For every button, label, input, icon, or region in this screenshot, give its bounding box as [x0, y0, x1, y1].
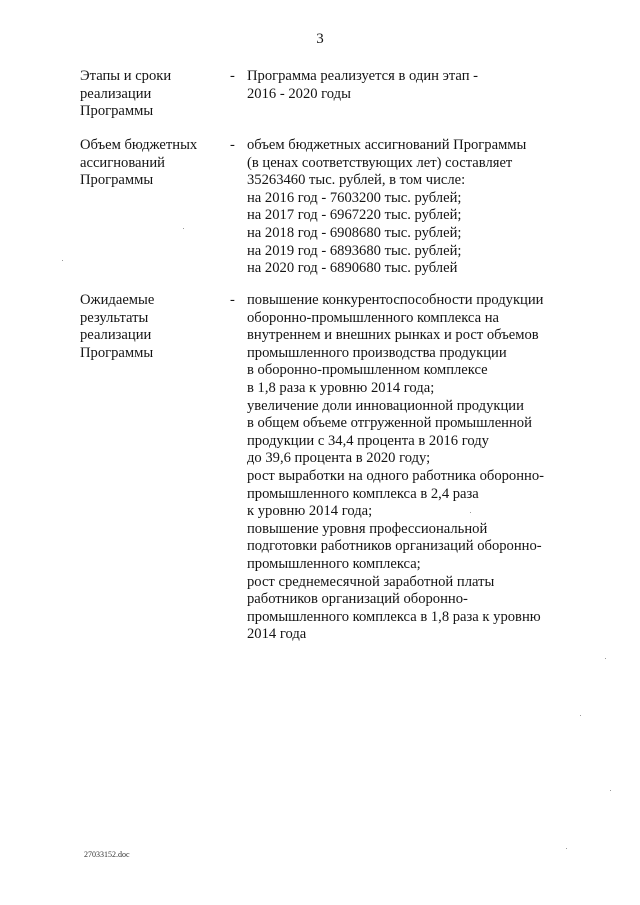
- scan-speck: [566, 848, 567, 849]
- content-line: внутреннем и внешних рынках и рост объемов: [247, 327, 539, 344]
- content-line: рост выработки на одного работника оборонно-: [247, 467, 544, 484]
- content-line: объем бюджетных ассигнований Программы: [247, 137, 527, 153]
- content-line: 2016 - 2020 годы: [247, 85, 351, 102]
- label-line: Программы: [80, 103, 154, 120]
- row-content: [247, 292, 577, 644]
- content-line: 35263460 тыс. рублей, в том числе:: [247, 172, 466, 189]
- content-line: рост среднемесячной заработной платы: [247, 573, 495, 590]
- content-line: Программа реализуется в один этап -: [247, 68, 479, 84]
- scan-speck: [62, 260, 63, 261]
- content-line: до 39,6 процента в 2020 году;: [247, 450, 431, 467]
- label-line: Ожидаемые: [80, 292, 155, 308]
- content-line: промышленного комплекса в 2,4 раза: [247, 485, 479, 502]
- scan-speck: [605, 658, 606, 659]
- row-dash: -: [230, 292, 235, 308]
- content-line: оборонно-промышленного комплекса на: [247, 309, 500, 326]
- row-dash: -: [230, 137, 235, 153]
- label-line: ассигнований: [80, 154, 165, 171]
- row-label: [80, 68, 220, 121]
- content-line: на 2016 год - 7603200 тыс. рублей;: [247, 189, 462, 206]
- label-line: реализации: [80, 327, 152, 344]
- label-line: Программы: [80, 172, 154, 189]
- scan-speck: [580, 715, 581, 716]
- row-label: [80, 137, 220, 190]
- content-line: повышение уровня профессиональной: [247, 520, 488, 537]
- content-line: продукции с 34,4 процента в 2016 году: [247, 432, 489, 449]
- content-line: 2014 года: [247, 626, 307, 643]
- content-line: промышленного производства продукции: [247, 344, 507, 361]
- label-line: реализации: [80, 85, 152, 102]
- content-line: подготовки работников организаций оборонно-: [247, 538, 542, 555]
- row-label: [80, 292, 220, 362]
- content-line: повышение конкурентоспособности продукции: [247, 292, 544, 308]
- page-number: 3: [316, 31, 324, 47]
- content-line: в 1,8 раза к уровню 2014 года;: [247, 379, 435, 396]
- row-dash: -: [230, 68, 235, 84]
- label-line: результаты: [80, 309, 149, 326]
- content-line: к уровню 2014 года;: [247, 503, 373, 520]
- content-line: на 2017 год - 6967220 тыс. рублей;: [247, 207, 462, 224]
- content-line: на 2019 год - 6893680 тыс. рублей;: [247, 242, 462, 259]
- file-name-footer: 27033152.doc: [84, 850, 130, 859]
- scan-speck: [610, 790, 611, 791]
- label-line: Программы: [80, 344, 154, 361]
- content-line: на 2020 год - 6890680 тыс. рублей: [247, 260, 458, 277]
- row-content: [247, 137, 577, 278]
- content-line: работников организаций оборонно-: [247, 591, 468, 608]
- content-line: на 2018 год - 6908680 тыс. рублей;: [247, 224, 462, 241]
- content-line: увеличение доли инновационной продукции: [247, 397, 524, 414]
- content-line: в оборонно-промышленном комплексе: [247, 362, 488, 379]
- content-line: промышленного комплекса в 1,8 раза к уровню: [247, 608, 541, 625]
- row-content: [247, 68, 577, 103]
- label-line: Объем бюджетных: [80, 137, 198, 153]
- scan-speck: [183, 228, 184, 229]
- content-line: (в ценах соответствующих лет) составляет: [247, 154, 513, 171]
- label-line: Этапы и сроки: [80, 68, 172, 84]
- content-line: в общем объеме отгруженной промышленной: [247, 415, 532, 432]
- content-line: промышленного комплекса;: [247, 555, 421, 572]
- scan-speck: [470, 512, 471, 513]
